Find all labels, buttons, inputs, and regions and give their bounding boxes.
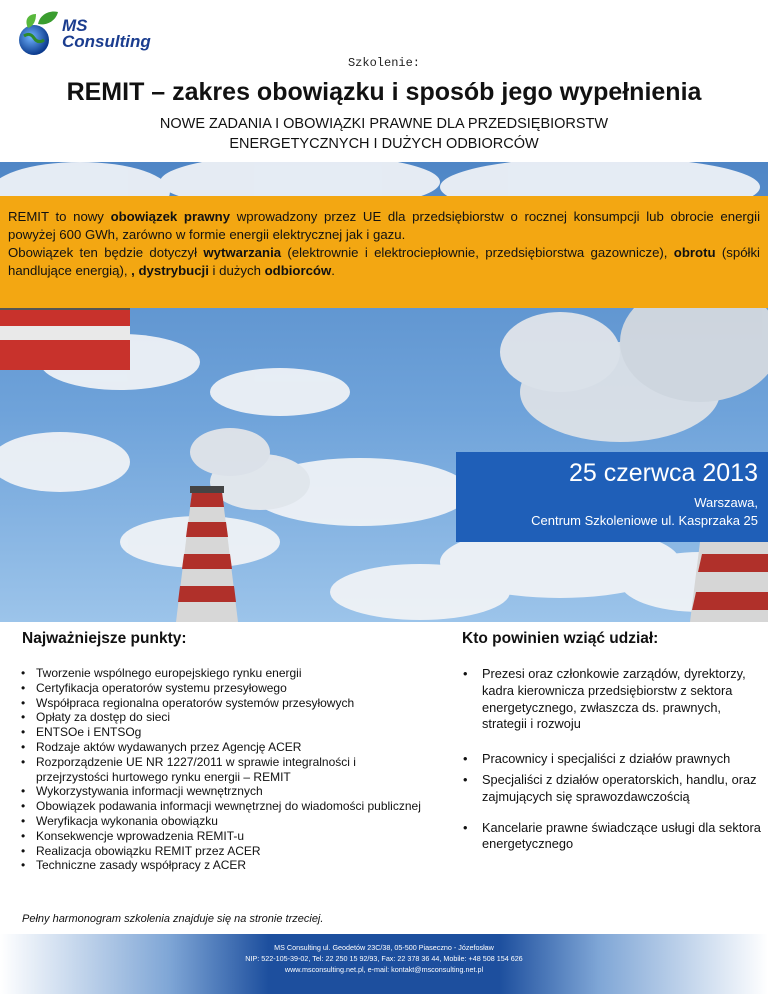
audience-list bbox=[462, 666, 762, 853]
list-item: • Realizacja obowiązku REMIT przez ACER bbox=[22, 844, 422, 859]
intro-emphasis: obowiązek prawny bbox=[110, 209, 231, 224]
event-city: Warszawa, bbox=[694, 495, 758, 510]
logo-line-1: MS bbox=[62, 16, 88, 35]
footer-web-email: www.msconsulting.net.pl, e-mail: kontakt@msconsulting.net.pl bbox=[284, 965, 484, 974]
list-item: • Rodzaje aktów wydawanych przez Agencję ACER bbox=[22, 740, 422, 755]
intro-text: (elektrownie i elektrociepłownie, przedsiębiorstwa gazownicze), bbox=[281, 245, 674, 260]
list-item: • Certyfikacja operatorów systemu przesyłowego bbox=[22, 681, 422, 696]
schedule-footnote: Pełny harmonogram szkolenia znajduje się na stronie trzeciej. bbox=[22, 913, 324, 925]
list-item: • Współpraca regionalna operatorów systemów przesyłowych bbox=[22, 696, 422, 711]
list-item: • Techniczne zasady współpracy z ACER bbox=[22, 858, 422, 873]
key-points-heading: Najważniejsze punkty: bbox=[22, 630, 187, 647]
audience-section bbox=[462, 630, 762, 853]
intro-text: i dużych bbox=[208, 263, 265, 278]
event-venue: Centrum Szkoleniowe ul. Kasprzaka 25 bbox=[531, 513, 758, 528]
intro-text: (spółki handlujące energią), bbox=[8, 245, 760, 278]
list-item: • Weryfikacja wykonania obowiązku bbox=[22, 814, 422, 829]
list-item: • Opłaty za dostęp do sieci bbox=[22, 710, 422, 725]
logo-line-2: Consulting bbox=[62, 32, 151, 51]
intro-emphasis: odbiorców bbox=[264, 263, 332, 278]
globe-leaf-icon bbox=[14, 10, 60, 60]
footer-address: MS Consulting ul. Geodetów 23C/38, 05-500 Piaseczno - Józefosław bbox=[274, 943, 494, 952]
footer-phones: NIP: 522-105-39-02, Tel: 22 250 15 92/93, Fax: 22 378 36 44, Mobile: +48 508 154 626 bbox=[245, 954, 523, 963]
list-item: • Konsekwencje wprowadzenia REMIT-u bbox=[22, 829, 422, 844]
intro-paragraph-1 bbox=[8, 208, 760, 244]
audience-heading: Kto powinien wziąć udział: bbox=[462, 630, 659, 647]
logo-wordmark bbox=[62, 18, 151, 50]
intro-emphasis: obrotu bbox=[673, 245, 716, 260]
list-item: • Rozporządzenie UE NR 1227/2011 w sprawie integralności i przejrzystości hurtowego rynku energii – REMIT bbox=[22, 755, 422, 785]
intro-emphasis: , dystrybucji bbox=[131, 263, 209, 278]
list-item: • Specjaliści z działów operatorskich, handlu, oraz zajmujących się sprawozdawczością bbox=[462, 772, 762, 806]
list-item: • ENTSOe i ENTSOg bbox=[22, 725, 422, 740]
subtitle-line-2: ENERGETYCZNYCH I DUŻYCH ODBIORCÓW bbox=[229, 136, 539, 152]
footer bbox=[0, 934, 768, 994]
subtitle-line-1: NOWE ZADANIA I OBOWIĄZKI PRAWNE DLA PRZEDSIĘBIORSTW bbox=[159, 116, 609, 132]
intro-text: REMIT to nowy bbox=[8, 209, 111, 224]
intro-paragraph-2 bbox=[8, 244, 760, 280]
intro-text: Obowiązek ten będzie dotyczył bbox=[8, 245, 204, 260]
list-item: • Pracownicy i specjaliści z działów prawnych bbox=[462, 751, 762, 768]
key-points-section bbox=[22, 630, 422, 873]
event-info-box bbox=[456, 452, 768, 542]
intro-box bbox=[0, 196, 768, 308]
event-date: 25 czerwca 2013 bbox=[568, 459, 758, 487]
footer-contact bbox=[0, 942, 768, 975]
list-item: • Prezesi oraz członkowie zarządów, dyrektorzy, kadra kierownicza przedsiębiorstw z sektora energetycznego, zwłaszcza ds. prawnych, strategii i rozwoju bbox=[462, 666, 762, 733]
list-item: • Kancelarie prawne świadczące usługi dla sektora energetycznego bbox=[462, 820, 762, 854]
key-points-list bbox=[22, 666, 422, 873]
list-item: • Tworzenie wspólnego europejskiego rynku energii bbox=[22, 666, 422, 681]
kicker-label: Szkolenie: bbox=[347, 56, 420, 70]
intro-emphasis: wytwarzania bbox=[203, 245, 282, 260]
list-item: • Obowiązek podawania informacji wewnętrznej do wiadomości publicznej bbox=[22, 799, 422, 814]
list-item: • Wykorzystywania informacji wewnętrznych bbox=[22, 784, 422, 799]
page-title: REMIT – zakres obowiązku i sposób jego wypełnienia bbox=[66, 78, 702, 106]
intro-text: wprowadzony przez UE dla przedsiębiorstw o rocznej konsumpcji lub obrocie energii powyżej 600 GWh, zarówno w formie energii elektrycznej jak i gazu. bbox=[8, 209, 760, 242]
intro-text: . bbox=[331, 263, 335, 278]
event-location bbox=[456, 494, 758, 530]
page-subtitle bbox=[80, 114, 688, 154]
